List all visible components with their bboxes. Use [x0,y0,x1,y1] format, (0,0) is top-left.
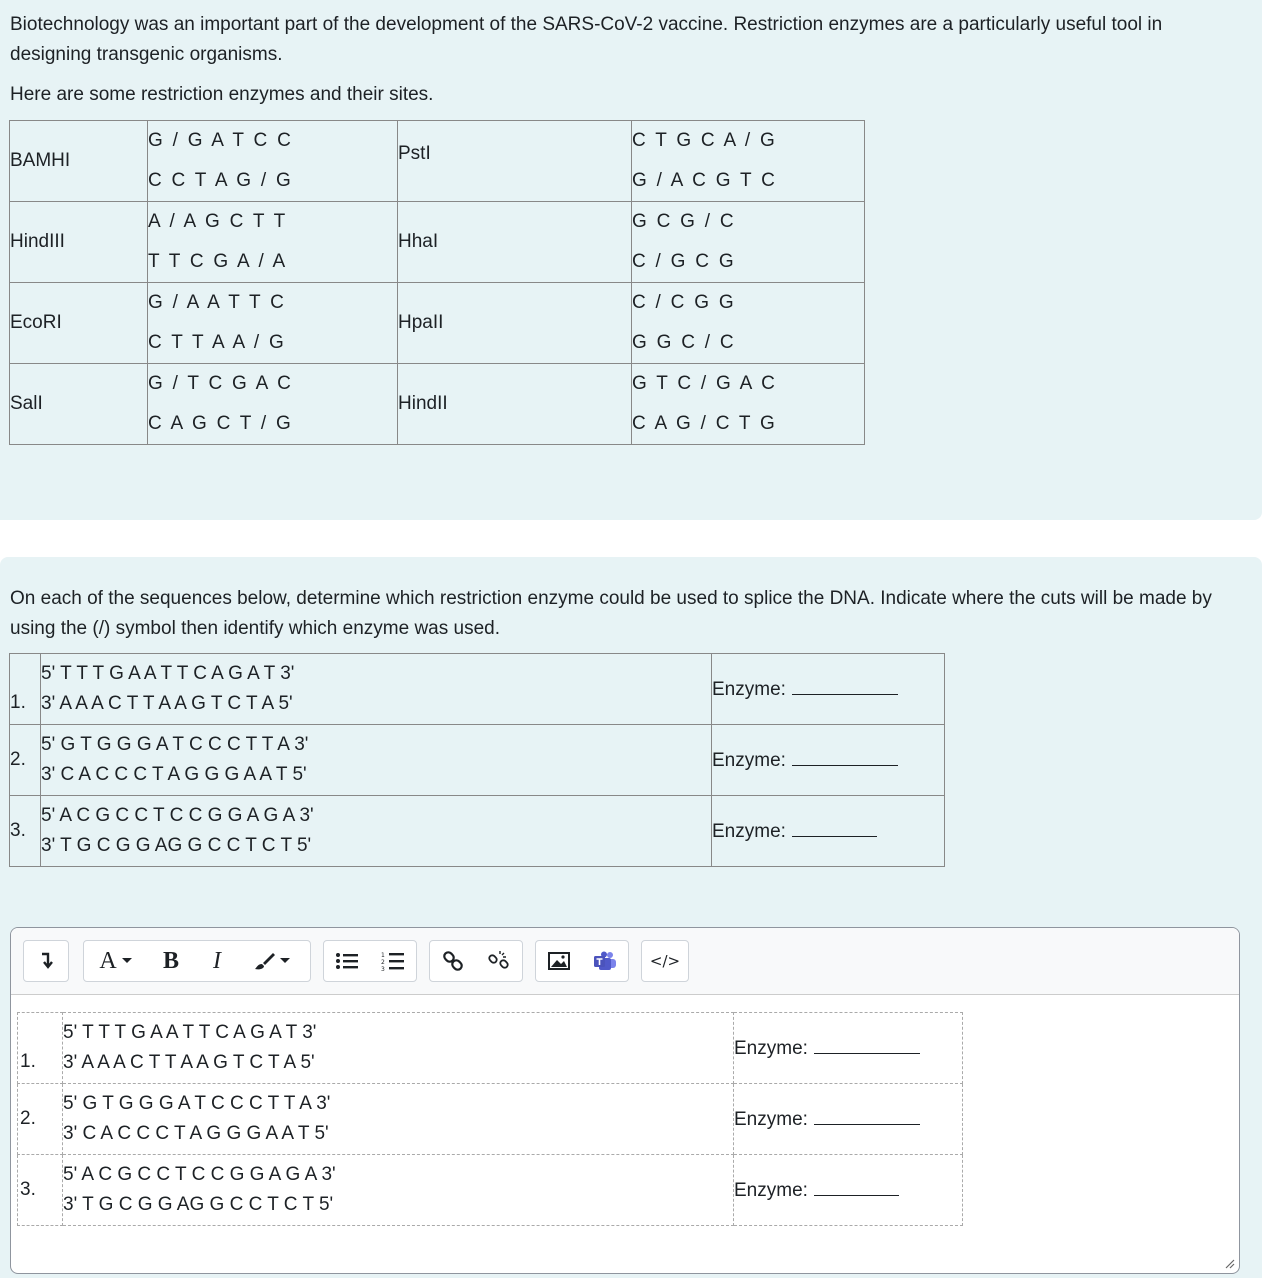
row-number: 1. [10,654,41,725]
enzyme-label: Enzyme: [712,749,786,771]
toolbar-group-collapse [23,940,69,982]
intro-paragraph: Biotechnology was an important part of the development of the SARS-CoV-2 vaccine. Restriction enzymes are a particularly useful tool in designing transgenic organisms. [10,14,1163,65]
enzyme-site: C / C G G G G C / C [632,283,865,364]
enzyme-site: A / A G C T T T T C G A / A [148,202,398,283]
table-row [10,725,945,796]
toolbar-group-format [83,940,311,982]
enzyme-label: Enzyme: [734,1108,808,1130]
dna-sequence: 5' G T G G G A T C C C T T A 3' 3' C A C C C T A G G G A A T 5' [41,725,712,796]
dna-sequence: 5' A C G C C T C C G G A G A 3' 3' T G C G G AG G C C T C T 5' [41,796,712,867]
toolbar-group-lists [323,940,417,982]
chevron-down-icon [121,957,133,965]
toolbar-group-html [641,940,689,982]
table-row [10,283,865,364]
question-text: On each of the sequences below, determine which restriction enzyme could be used to splice the DNA. Indicate where the cuts will be made by using the (/) symbol then identify which enzyme was used. [10,588,1212,639]
italic-button[interactable]: I [213,947,221,974]
unlink-button[interactable] [476,941,522,981]
answer-blank [814,1037,920,1054]
bullet-list-button[interactable] [324,941,370,981]
row-number: 1. [18,1013,63,1084]
table-row [10,654,945,725]
font-style-button[interactable] [84,941,148,981]
paintbrush-icon [253,951,277,971]
unlink-icon [488,950,510,972]
enzyme-site: G C G / C C / G C G [632,202,865,283]
svg-text:3: 3 [381,966,385,972]
editor-sequence-table [17,1012,963,1226]
enzyme-table [9,120,865,445]
answer-blank [792,749,898,766]
toolbar-toggle-button[interactable] [24,941,68,981]
link-icon [442,950,464,972]
enzyme-site: C T G C A / G G / A C G T C [632,121,865,202]
enzyme-name: SalI [10,364,148,445]
answer-blank [814,1108,920,1125]
row-number: 3. [18,1155,63,1226]
enzyme-name: HindIII [10,202,148,283]
question-panel-1 [0,0,1262,520]
enzyme-site: G / T C G A C C A G C T / G [148,364,398,445]
table-row [10,364,865,445]
enzyme-site: G / A A T T C C T T A A / G [148,283,398,364]
enzyme-name: HhaI [398,202,632,283]
enzyme-answer-cell [734,1084,963,1155]
insert-image-button[interactable] [536,941,582,981]
dna-sequence: 5' T T T G A A T T C A G A T 3' 3' A A A C T T A A G T C T A 5' [63,1013,734,1084]
answer-editor[interactable] [10,927,1240,1274]
chevron-down-icon [279,957,291,965]
table-row [18,1084,963,1155]
enzyme-answer-cell [712,796,945,867]
table-row [10,121,865,202]
enzyme-label: Enzyme: [734,1037,808,1059]
enzyme-label: Enzyme: [712,678,786,700]
answer-blank [792,678,898,695]
row-number: 2. [18,1084,63,1155]
text-color-button[interactable] [240,941,304,981]
editor-content-area[interactable] [11,995,1239,1273]
html-source-button[interactable]: </> [649,952,681,970]
enzyme-name: HpaII [398,283,632,364]
numbered-list-icon [381,950,405,972]
sequence-table [9,653,945,867]
resize-handle-icon[interactable] [1223,1257,1235,1269]
image-icon [548,951,570,971]
answer-blank [792,820,877,837]
numbered-list-button[interactable] [370,941,416,981]
enzyme-name: PstI [398,121,632,202]
enzyme-site: G T C / G A C C A G / C T G [632,364,865,445]
table-row [10,796,945,867]
enzyme-name: BAMHI [10,121,148,202]
svg-text:1: 1 [381,952,385,959]
bold-button[interactable]: B [162,947,179,974]
enzyme-site: G / G A T C C C C T A G / G [148,121,398,202]
row-number: 2. [10,725,41,796]
enzyme-name: HindII [398,364,632,445]
toolbar-group-links [429,940,523,982]
toolbar-group-media [535,940,629,982]
link-button[interactable] [430,941,476,981]
collapse-arrow-icon [38,952,54,970]
row-number: 3. [10,796,41,867]
teams-meeting-button[interactable] [582,941,628,981]
answer-blank [814,1179,899,1196]
dna-sequence: 5' G T G G G A T C C C T T A 3' 3' C A C C C T A G G G A A T 5' [63,1084,734,1155]
table-row [18,1155,963,1226]
svg-text:2: 2 [381,959,385,966]
enzyme-answer-cell [734,1155,963,1226]
bullet-list-icon [335,951,359,971]
teams-icon [593,951,617,971]
enzyme-name: EcoRI [10,283,148,364]
dna-sequence: 5' T T T G A A T T C A G A T 3' 3' A A A C T T A A G T C T A 5' [41,654,712,725]
intro-subtitle: Here are some restriction enzymes and their sites. [10,84,434,105]
enzyme-answer-cell [712,654,945,725]
dna-sequence: 5' A C G C C T C C G G A G A 3' 3' T G C G G AG G C C T C T 5' [63,1155,734,1226]
editor-toolbar [11,928,1239,995]
enzyme-answer-cell [734,1013,963,1084]
enzyme-answer-cell [712,725,945,796]
font-style-icon: A [99,947,117,974]
table-row [10,202,865,283]
enzyme-label: Enzyme: [734,1179,808,1201]
enzyme-label: Enzyme: [712,820,786,842]
table-row [18,1013,963,1084]
